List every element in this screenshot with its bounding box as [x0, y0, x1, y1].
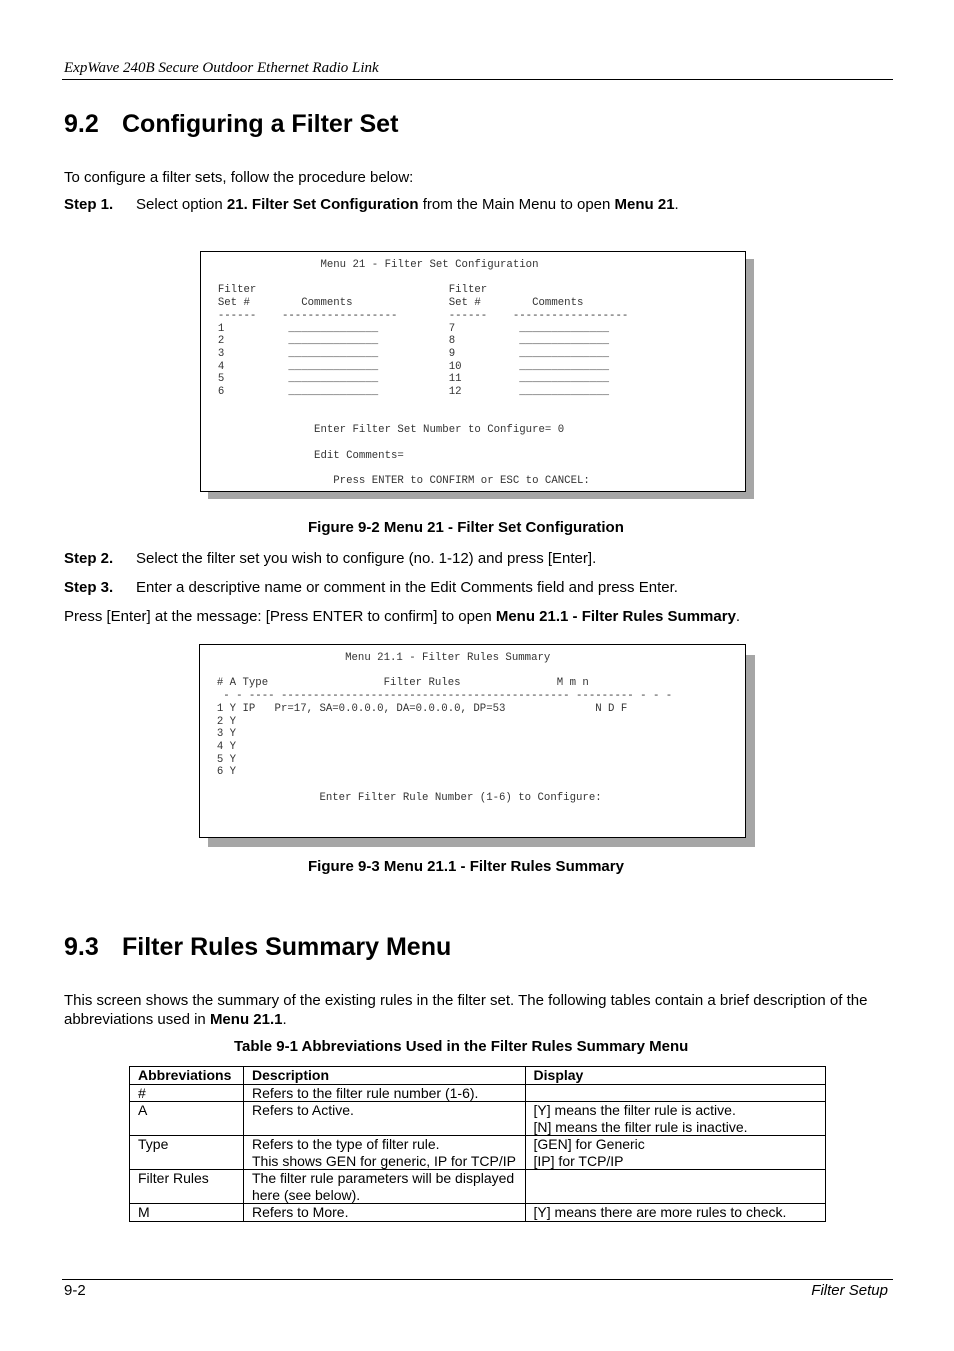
table-cell — [525, 1170, 825, 1204]
table-cell: Type — [130, 1136, 244, 1170]
figure-caption-9-2: Figure 9-2 Menu 21 - Filter Set Configuration — [308, 519, 624, 536]
abbreviations-table — [129, 1066, 826, 1222]
table-cell: The filter rule parameters will be displayed here (see below). — [243, 1170, 525, 1204]
table-cell: [Y] means the filter rule is active. [N] means the filter rule is inactive. — [525, 1102, 825, 1136]
section-heading-9-3: 9.3 Filter Rules Summary Menu — [64, 933, 452, 961]
terminal-screen-text: Menu 21.1 - Filter Rules Summary # A Type Filter Rules M m n - - ---- --------------------------------------------- --------- - - - 1 Y IP Pr=17, SA=0.0.0.0, DA=0.0.0.0, DP=53 N D F 2 Y 3 Y 4 Y 5 Y 6 Y Enter Filter Rule Number (1-6) to Configure: — [216, 652, 673, 804]
page-number: 9-2 — [64, 1282, 86, 1299]
table-cell: # — [130, 1084, 244, 1102]
table-cell: A — [130, 1102, 244, 1136]
table-caption: Table 9-1 Abbreviations Used in the Filter Rules Summary Menu — [234, 1038, 689, 1055]
table-cell: [GEN] for Generic [IP] for TCP/IP — [525, 1136, 825, 1170]
table-cell: M — [130, 1204, 244, 1222]
table-cell: Refers to the filter rule number (1-6). — [243, 1084, 525, 1102]
step-1: Step 1. Select option 21. Filter Set Configuration from the Main Menu to open Menu 21. — [64, 196, 679, 213]
table-row — [130, 1084, 826, 1102]
column-header: Display — [525, 1067, 825, 1085]
column-header: Abbreviations — [130, 1067, 244, 1085]
table-cell: Filter Rules — [130, 1170, 244, 1204]
header-rule — [62, 79, 893, 80]
step-3: Step 3. Enter a descriptive name or comment in the Edit Comments field and press Enter. — [64, 579, 678, 596]
footer-rule — [62, 1279, 893, 1280]
table-header-row — [130, 1067, 826, 1085]
step-2: Step 2. Select the filter set you wish to configure (no. 1-12) and press [Enter]. — [64, 550, 597, 567]
table-row — [130, 1102, 826, 1136]
table-cell: Refers to the type of filter rule. This shows GEN for generic, IP for TCP/IP — [243, 1136, 525, 1170]
table-cell: Refers to Active. — [243, 1102, 525, 1136]
figure-caption-9-3: Figure 9-3 Menu 21.1 - Filter Rules Summary — [308, 858, 624, 875]
section-paragraph: This screen shows the summary of the existing rules in the filter set. The following tables contain a brief description of the abbreviations used in Menu 21.1. — [64, 992, 868, 1028]
table-cell: Refers to More. — [243, 1204, 525, 1222]
table-row — [130, 1170, 826, 1204]
table-cell — [525, 1084, 825, 1102]
column-header: Description — [243, 1067, 525, 1085]
running-header: ExpWave 240B Secure Outdoor Ethernet Radio Link — [64, 60, 379, 76]
table-row — [130, 1136, 826, 1170]
terminal-screen-text: Menu 21 - Filter Set Configuration Filter Filter Set # Comments Set # Comments ------ ------------------ ------ ------------------ 1 ______________ 7 ______________ 2 ______________ 8 ______________ 3 ______________ 9 ______________ 4 ______________ 10 ______________ 5 ______________ 11 ______________ 6 ______________ 12 ______________ Enter Filter Set Number to Configure= 0 Edit Comments= Press ENTER to CONFIRM or ESC to CANCEL: — [217, 259, 629, 487]
chapter-title: Filter Setup — [811, 1282, 888, 1299]
table-row — [130, 1204, 826, 1222]
table-cell: [Y] means there are more rules to check. — [525, 1204, 825, 1222]
section-heading-9-2: 9.2 Configuring a Filter Set — [64, 110, 399, 138]
press-enter-text: Press [Enter] at the message: [Press ENTER to confirm] to open Menu 21.1 - Filter Rules Summary. — [64, 608, 741, 625]
intro-text: To configure a filter sets, follow the procedure below: — [64, 169, 414, 186]
